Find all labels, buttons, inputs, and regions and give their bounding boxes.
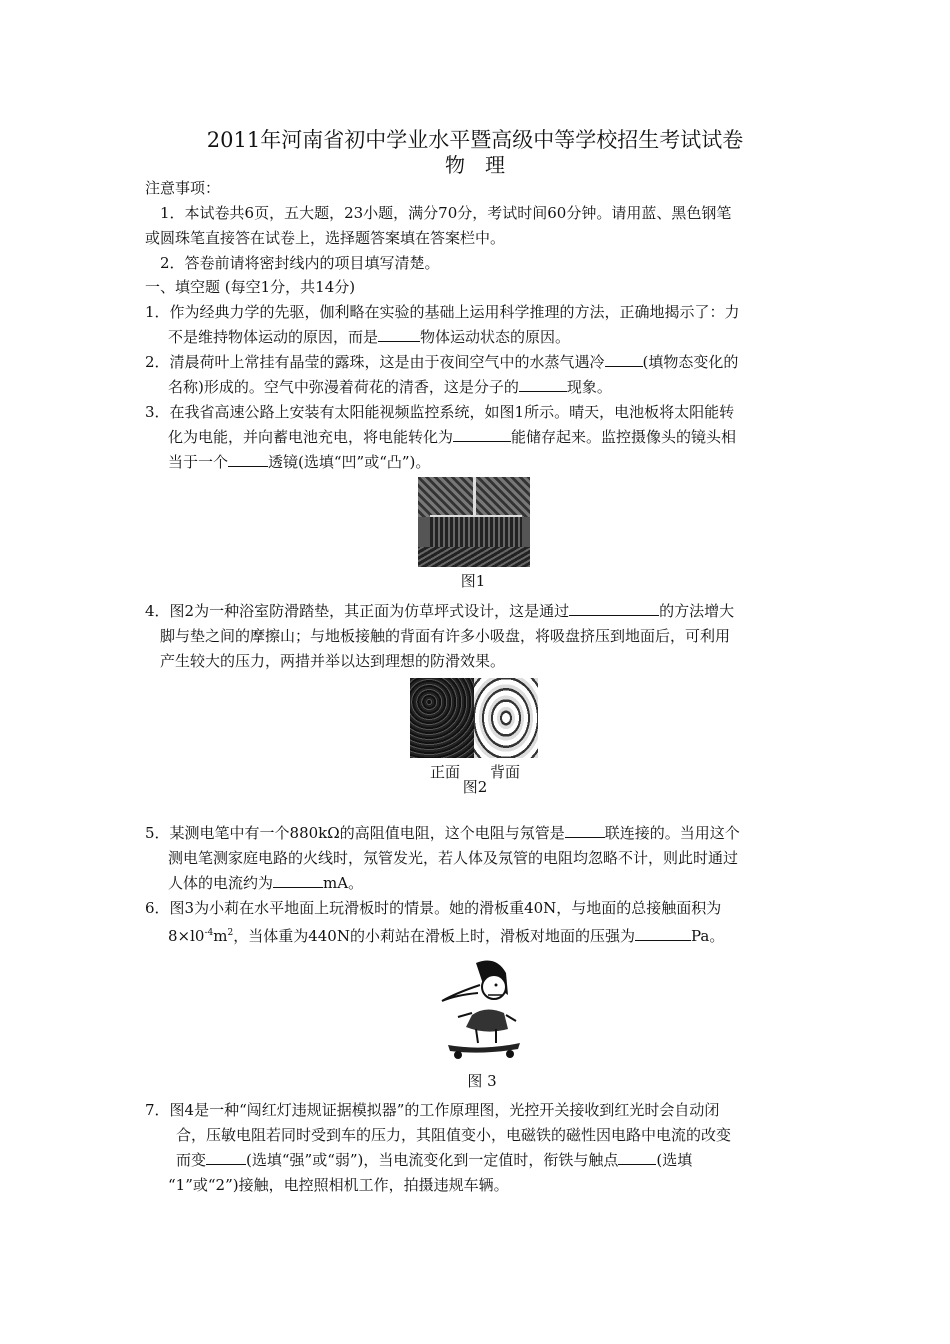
q3-text-c: 当于一个	[168, 453, 229, 471]
q6-text-d: Pa。	[690, 927, 725, 945]
q6-exponent-1: -4	[204, 928, 214, 938]
q5-line-2: 测电笔测家庭电路的火线时，氖管发光，若人体及氖管的电阻均忽略不计，则此时通过	[168, 849, 739, 867]
q6-text-a: 8×l0	[168, 927, 205, 945]
q2-text-d: 现象。	[566, 378, 612, 396]
q2-text-b: (填物态变化的	[642, 353, 739, 371]
figure-3-caption: 图 3	[467, 1072, 497, 1090]
figure-2-back-surface-image	[474, 678, 538, 758]
q5-text-b: 联连接的。当用这个	[604, 824, 740, 842]
q4-blank[interactable]	[569, 601, 659, 616]
q2-blank-2[interactable]	[519, 377, 567, 392]
q3-line-1: 3．在我省高速公路上安装有太阳能视频监控系统，如图1所示。晴天，电池板将太阳能转	[145, 403, 735, 421]
q2-line-1	[145, 352, 738, 372]
q1-line-2	[168, 327, 570, 347]
q3-blank-1[interactable]	[453, 427, 511, 442]
section-1-heading: 一、填空题 (每空1分，共14分)	[145, 278, 356, 296]
q2-line-2	[168, 377, 612, 397]
figure-1-solar-panel-image	[418, 477, 530, 567]
note-2: 2．答卷前请将密封线内的项目填写清楚。	[160, 254, 440, 272]
q7-blank-2[interactable]	[618, 1150, 656, 1165]
q6-blank[interactable]	[635, 926, 691, 941]
notes-heading: 注意事项：	[145, 179, 221, 197]
q1-text-a: 不是维持物体运动的原因，而是	[168, 328, 379, 346]
q5-text-a: 5．某测电笔中有一个880kΩ的高阻值电阻，这个电阻与氖管是	[145, 824, 565, 842]
q2-text-c: 名称)形成的。空气中弥漫着荷花的清香，这是分子的	[168, 378, 519, 396]
q1-line-1: 1．作为经典力学的先驱，伽利略在实验的基础上运用科学推理的方法，正确地揭示了：力	[145, 303, 740, 321]
q4-line-2: 脚与垫之间的摩擦山；与地板接触的背面有许多小吸盘，将吸盘挤压到地面后，可利用	[160, 627, 731, 645]
q6-text-c: ，当体重为440N的小莉站在滑板上时，滑板对地面的压强为	[233, 927, 635, 945]
q7-text-b: (选填“强”或“弱”)，当电流变化到一定值时，衔铁与触点	[246, 1151, 619, 1169]
q5-blank-2[interactable]	[273, 873, 323, 888]
q7-line-1: 7．图4是一种“闯红灯违规证据模拟器”的工作原理图，光控开关接收到红光时会自动闭	[145, 1101, 720, 1119]
q7-line-2: 合，压敏电阻若同时受到车的压力，其阻值变小，电磁铁的磁性因电路中电流的改变	[176, 1126, 732, 1144]
q6-line-2	[168, 923, 724, 946]
q6-line-1: 6．图3为小莉在水平地面上玩滑板时的情景。她的滑板重40N，与地面的总接触面积为	[145, 899, 722, 917]
figure-2-front-surface-image	[410, 678, 474, 758]
figure-2-label-back: 背面	[489, 763, 520, 781]
note-1-line-1: 1．本试卷共6页，五大题，23小题，满分70分，考试时间60分钟。请用蓝、黑色钢笔	[160, 204, 732, 222]
q5-line-1	[145, 823, 740, 843]
q4-line-1	[145, 601, 734, 621]
q7-line-4: “1”或“2”)接触，电控照相机工作，拍摄违规车辆。	[168, 1176, 509, 1194]
q3-line-2	[168, 427, 736, 447]
q4-text-b: 的方法增大	[659, 602, 735, 620]
q3-text-d: 透镜(选填“凹”或“凸”)。	[268, 453, 431, 471]
q5-text-d: mA。	[323, 874, 364, 892]
q4-text-a: 4．图2为一种浴室防滑踏垫，其正面为仿草坪式设计，这是通过	[145, 602, 570, 620]
subject-title: 物 理	[445, 153, 505, 177]
q2-text-a: 2．清晨荷叶上常挂有晶莹的露珠，这是由于夜间空气中的水蒸气遇冷	[145, 353, 605, 371]
figure-2-label-front: 正面	[429, 763, 460, 781]
q5-text-c: 人体的电流约为	[168, 874, 274, 892]
figure-3-skateboard-girl-illustration	[436, 955, 528, 1067]
q5-line-3	[168, 873, 363, 893]
q7-blank-1[interactable]	[206, 1150, 246, 1165]
figure-1-caption: 图1	[460, 572, 486, 590]
q7-text-c: (选填	[656, 1151, 693, 1169]
q6-exponent-2: 2	[227, 928, 234, 938]
q2-blank-1[interactable]	[605, 352, 643, 367]
q7-line-3	[176, 1150, 692, 1170]
q3-text-a: 化为电能，并向蓄电池充电，将电能转化为	[168, 428, 454, 446]
q1-text-b: 物体运动状态的原因。	[420, 328, 571, 346]
q4-line-3: 产生较大的压力，两措并举以达到理想的防滑效果。	[160, 652, 506, 670]
exam-title: 2011年河南省初中学业水平暨高级中等学校招生考试试卷	[206, 128, 744, 152]
q5-blank-1[interactable]	[565, 823, 605, 838]
q6-text-b: m	[213, 927, 228, 945]
q3-blank-2[interactable]	[228, 452, 268, 467]
q1-blank[interactable]	[378, 327, 420, 342]
q3-line-3	[168, 452, 430, 472]
note-1-line-2: 或圆珠笔直接答在试卷上，选择题答案填在答案栏中。	[145, 229, 506, 247]
q7-text-a: 而变	[176, 1151, 207, 1169]
figure-2-caption: 图2	[462, 778, 488, 796]
q3-text-b: 能储存起来。监控摄像头的镜头相	[511, 428, 737, 446]
